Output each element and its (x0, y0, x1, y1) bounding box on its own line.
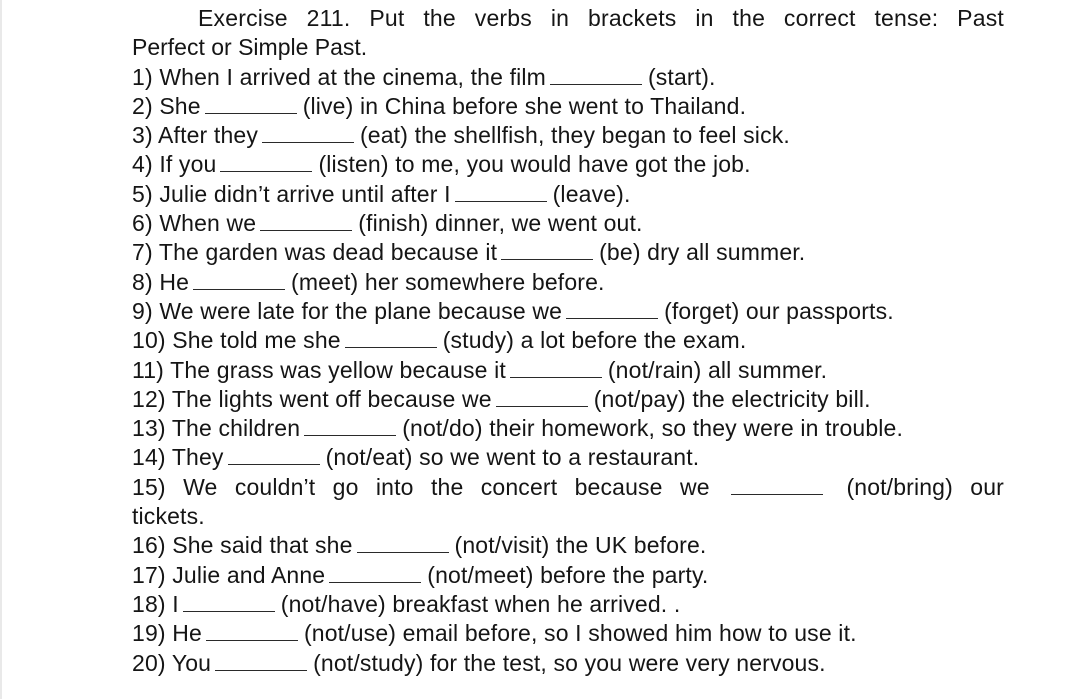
item-number: 2) (132, 92, 153, 119)
item-text-before: When I arrived at the cinema, the film (159, 63, 546, 90)
item-text-before: The grass was yellow because it (170, 356, 506, 383)
item-text-before: Julie and Anne (172, 561, 326, 588)
item-continuation: tickets. (132, 503, 205, 530)
item-text-before: The children (171, 415, 301, 442)
item-text-after: (not/study) for the test, so you were very nervous. (313, 649, 826, 676)
item-text-after: (eat) the shellfish, they began to feel sick. (359, 122, 790, 149)
item-text-before: If you (159, 151, 217, 178)
item-text-after: (be) dry all summer. (599, 239, 806, 266)
item-text-before: He (172, 620, 202, 647)
item-text-after: (not/bring) our (846, 473, 1004, 500)
item-text-before: The lights went off because we (171, 385, 492, 412)
item-text-before: When we (159, 210, 257, 237)
item-text-after: (not/rain) all summer. (607, 356, 828, 383)
answer-blank[interactable] (357, 532, 449, 553)
exercise-item (132, 473, 1004, 532)
answer-blank[interactable] (455, 181, 547, 202)
item-text-after: (live) in China before she went to Thailand. (302, 92, 747, 119)
item-text-after: (start). (647, 63, 716, 90)
exercise-item (132, 414, 1004, 443)
item-number: 3) (132, 122, 153, 149)
exercise-title: Exercise 211. Put the verbs in brackets in the correct tense: Past (198, 5, 1004, 31)
answer-blank[interactable] (304, 415, 396, 436)
answer-blank[interactable] (329, 562, 421, 583)
exercise-item (132, 385, 1004, 414)
exercise-item (132, 180, 1004, 209)
item-text-before: The garden was dead because it (158, 239, 498, 266)
exercise-item (132, 649, 1004, 678)
exercise-item (132, 531, 1004, 560)
exercise-item (132, 238, 1004, 267)
answer-blank[interactable] (345, 327, 437, 348)
item-text-after: (leave). (552, 180, 631, 207)
item-text-before: We couldn’t go into the concert because we (183, 473, 710, 500)
item-number: 19) (132, 620, 166, 647)
answer-blank[interactable] (260, 210, 352, 231)
item-text-after: (not/eat) so we went to a restaurant. (325, 444, 700, 471)
exercise-item (132, 121, 1004, 150)
answer-blank[interactable] (501, 239, 593, 260)
item-number: 13) (132, 415, 166, 442)
item-text-before: You (171, 649, 212, 676)
item-text-before: He (159, 268, 190, 295)
exercise-item (132, 619, 1004, 648)
item-text-after: (forget) our passports. (664, 297, 894, 324)
answer-blank[interactable] (183, 591, 275, 612)
item-number: 1) (132, 63, 153, 90)
page-edge (0, 0, 2, 699)
item-text-before: I (172, 590, 179, 617)
answer-blank[interactable] (550, 64, 642, 85)
answer-blank[interactable] (215, 650, 307, 671)
item-number: 4) (132, 151, 153, 178)
item-text-after: (not/do) their homework, so they were in trouble. (402, 415, 904, 442)
item-text-after: (meet) her somewhere before. (291, 268, 605, 295)
item-number: 15) (132, 473, 166, 500)
answer-blank[interactable] (228, 444, 320, 465)
item-text-before: We were late for the plane because we (159, 297, 563, 324)
item-text-before: After they (158, 122, 258, 149)
item-number: 16) (132, 532, 166, 559)
item-number: 20) (132, 649, 166, 676)
item-number: 5) (132, 180, 153, 207)
item-number: 11) (132, 356, 164, 383)
item-number: 17) (132, 561, 166, 588)
answer-blank[interactable] (206, 620, 298, 641)
item-text-before: She (159, 92, 201, 119)
exercise-item (132, 150, 1004, 179)
item-text-after: (not/pay) the electricity bill. (593, 385, 871, 412)
item-number: 6) (132, 210, 153, 237)
exercise-item (132, 209, 1004, 238)
exercise-item (132, 268, 1004, 297)
exercise-item (132, 590, 1004, 619)
item-number: 8) (132, 268, 153, 295)
item-text-before: They (171, 444, 224, 471)
item-text-after: (not/meet) before the party. (427, 561, 709, 588)
item-number: 12) (132, 385, 166, 412)
exercise-item (132, 443, 1004, 472)
answer-blank[interactable] (220, 151, 312, 172)
exercise-item (132, 297, 1004, 326)
item-text-before: She told me she (172, 327, 341, 354)
answer-blank[interactable] (731, 474, 823, 495)
exercise-item (132, 92, 1004, 121)
exercise-item (132, 63, 1004, 92)
item-text-after: (not/have) breakfast when he arrived. . (280, 590, 681, 617)
answer-blank[interactable] (262, 122, 354, 143)
item-text-after: (study) a lot before the exam. (442, 327, 747, 354)
item-number: 14) (132, 444, 166, 471)
exercise-item (132, 356, 1004, 385)
item-text-before: Julie didn’t arrive until after I (159, 180, 451, 207)
answer-blank[interactable] (205, 93, 297, 114)
item-first-line (132, 473, 1004, 502)
item-text-after: (listen) to me, you would have got the job. (318, 151, 751, 178)
answer-blank[interactable] (193, 269, 285, 290)
item-text-before: She said that she (172, 532, 353, 559)
exercise-title-continued: Perfect or Simple Past. (132, 34, 368, 61)
exercise-item (132, 326, 1004, 355)
item-number: 7) (132, 239, 153, 266)
item-number: 10) (132, 327, 166, 354)
exercise-sheet (132, 4, 1004, 678)
item-number: 18) (132, 590, 166, 617)
item-text-after: (not/use) email before, so I showed him how to use it. (303, 620, 857, 647)
exercise-item (132, 561, 1004, 590)
answer-blank[interactable] (496, 386, 588, 407)
item-text-after: (finish) dinner, we went out. (358, 210, 643, 237)
answer-blank[interactable] (566, 298, 658, 319)
answer-blank[interactable] (510, 357, 602, 378)
exercise-item-list (132, 63, 1004, 678)
item-number: 9) (132, 297, 153, 324)
item-text-after: (not/visit) the UK before. (454, 532, 707, 559)
